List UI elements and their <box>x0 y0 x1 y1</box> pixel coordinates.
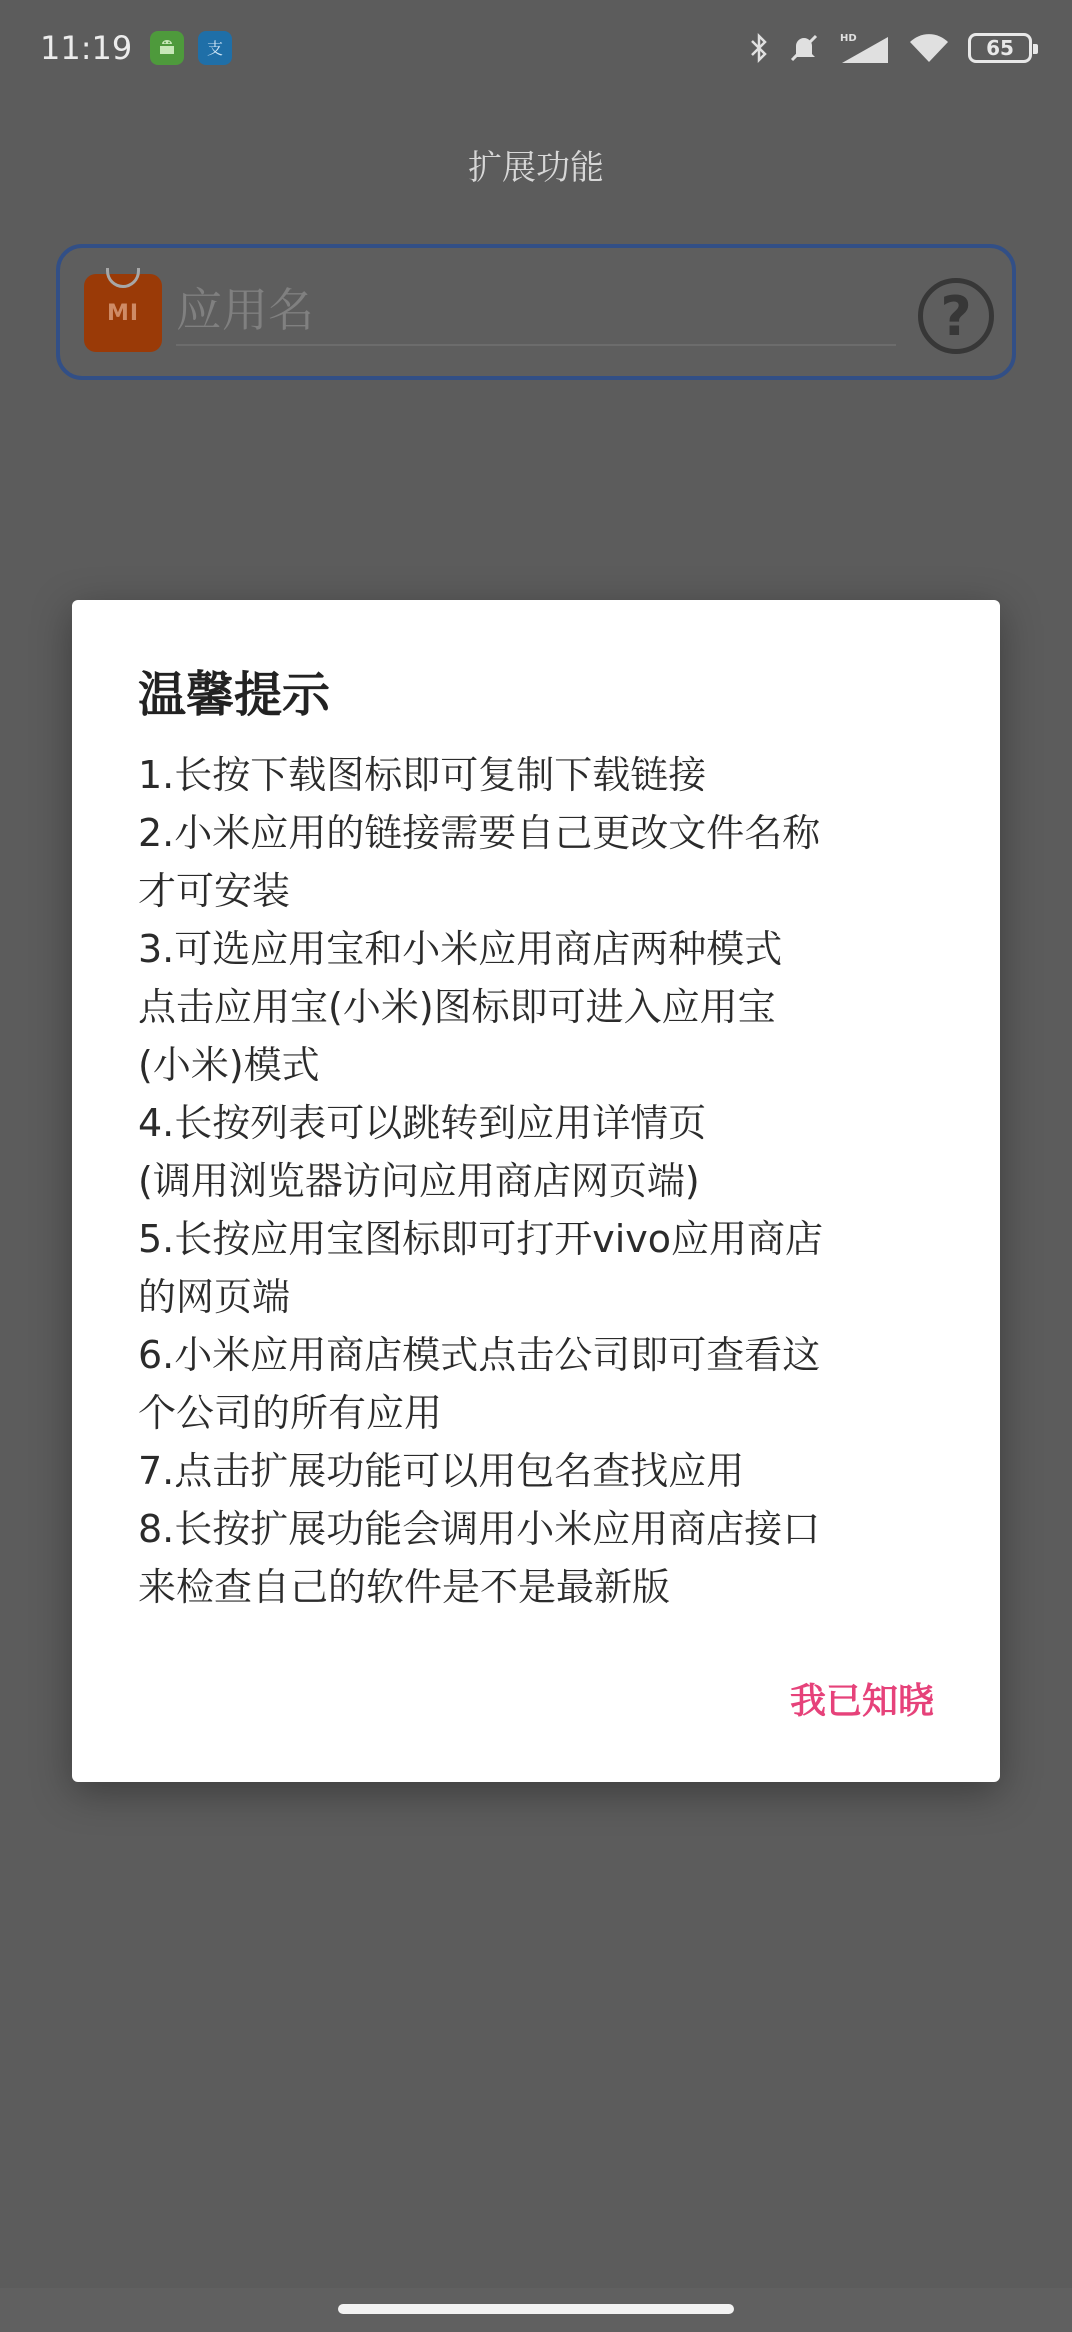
hd-signal-icon <box>838 31 890 65</box>
status-time: 11:19 <box>40 29 133 67</box>
page-title[interactable]: 扩展功能 <box>468 148 604 188</box>
status-icons <box>748 31 1032 65</box>
tip-item: 8.长按扩展功能会调用小米应用商店接口 来检查自己的软件是不是最新版 <box>138 1507 821 1609</box>
silent-icon <box>788 32 820 64</box>
mi-logo-text: MI <box>106 300 140 326</box>
wifi-icon <box>908 32 950 64</box>
home-indicator[interactable] <box>338 2304 734 2314</box>
tips-dialog <box>72 600 1000 1782</box>
tip-item: 1.长按下载图标即可复制下载链接 <box>138 753 707 797</box>
battery-level: 65 <box>986 36 1014 60</box>
dialog-title: 温馨提示 <box>138 667 331 723</box>
svg-text:支: 支 <box>207 39 224 58</box>
android-icon <box>150 31 184 65</box>
help-icon[interactable]: ? <box>918 278 994 354</box>
alipay-icon <box>198 31 232 65</box>
search-card <box>56 244 1016 380</box>
status-bar <box>0 0 1072 96</box>
tips-list <box>138 746 958 1616</box>
tip-item: 5.长按应用宝图标即可打开vivo应用商店 的网页端 <box>138 1217 824 1319</box>
tip-item: 6.小米应用商店模式点击公司即可查看这 个公司的所有应用 <box>138 1333 821 1435</box>
battery-icon <box>968 33 1032 63</box>
svg-text:HD: HD <box>840 33 857 44</box>
tip-item: 7.点击扩展功能可以用包名查找应用 <box>138 1449 745 1493</box>
acknowledge-button[interactable]: 我已知晓 <box>790 1673 934 1724</box>
tip-item: 4.长按列表可以跳转到应用详情页 (调用浏览器访问应用商店网页端) <box>138 1101 707 1203</box>
tip-item: 2.小米应用的链接需要自己更改文件名称 才可安装 <box>138 811 821 913</box>
bluetooth-icon <box>748 32 770 64</box>
xiaomi-store-logo-icon[interactable] <box>84 274 162 352</box>
tip-item: 3.可选应用宝和小米应用商店两种模式 点击应用宝(小米)图标即可进入应用宝 (小米)模式 <box>138 927 783 1087</box>
app-name-input[interactable] <box>176 276 896 346</box>
navigation-bar <box>0 2288 1072 2332</box>
